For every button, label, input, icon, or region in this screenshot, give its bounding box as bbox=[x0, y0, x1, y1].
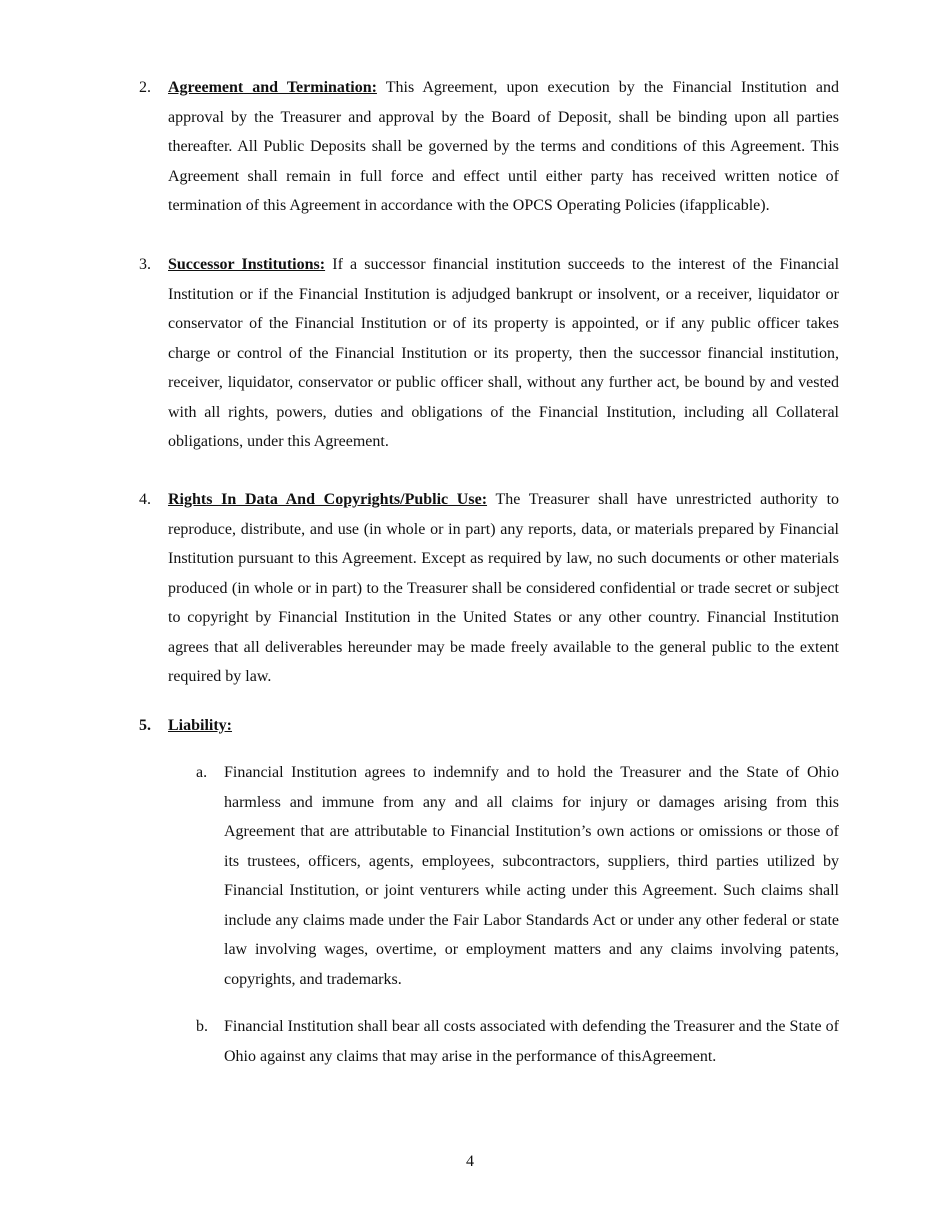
section-agreement-termination bbox=[139, 73, 839, 221]
section-heading: Agreement and Termination: bbox=[168, 79, 377, 96]
section-body bbox=[168, 250, 839, 457]
section-body bbox=[168, 485, 839, 692]
section-number: 5. bbox=[139, 717, 151, 734]
section-heading: Successor Institutions: bbox=[168, 256, 326, 273]
section-text: If a successor financial institution succeeds to the interest of the Financial Institution or if the Financial Institution is adjudged bankrupt or insolvent, or a receiver, liquidator or conservator of the Financial Institution or of its property is appointed, or if any public officer takes charge or control of the Financial Institution or its property, then the successor financial institution, receiver, liquidator, conservator or public officer shall, without any further act, be bound by and vested with all rights, powers, duties and obligations of the Financial Institution, including all Collateral obligations, under this Agreement. bbox=[168, 256, 840, 450]
section-body bbox=[168, 73, 839, 221]
subsection-liability-a bbox=[196, 758, 839, 994]
section-number: 3. bbox=[139, 256, 151, 273]
section-successor-institutions bbox=[139, 250, 839, 457]
section-heading: Rights In Data And Copyrights/Public Use: bbox=[168, 491, 488, 508]
section-heading: Liability: bbox=[168, 717, 233, 734]
subsection-liability-b bbox=[196, 1012, 839, 1071]
section-text: The Treasurer shall have unrestricted authority to reproduce, distribute, and use (in whole or in part) any reports, data, or materials prepared by Financial Institution pursuant to this Agreement. Except as required by law, no such documents or other materials produced (in whole or in part) to the Treasurer shall be considered confidential or trade secret or subject to copyright by Financial Institution in the United States or any other country. Financial Institution agrees that all deliverables hereunder may be made freely available to the general public to the extent required by law. bbox=[168, 491, 840, 685]
section-rights-in-data bbox=[139, 485, 839, 692]
page-number: 4 bbox=[466, 1153, 474, 1170]
subsection-text: Financial Institution agrees to indemnify and to hold the Treasurer and the State of Ohio harmless and immune from any and all claims for injury or damages arising from this Agreement that are attributable to Financial Institution’s own actions or omissions or those of its trustees, officers, agents, employees, subcontractors, suppliers, third parties utilized by Financial Institution, or joint venturers while acting under this Agreement. Such claims shall include any claims made under the Fair Labor Standards Act or under any other federal or state law involving wages, overtime, or employment matters and any claims involving patents, copyrights, and trademarks. bbox=[224, 764, 839, 988]
section-text: This Agreement, upon execution by the Financial Institution and approval by the Treasurer and approval by the Board of Deposit, shall be binding upon all parties thereafter. All Public Deposits shall be governed by the terms and conditions of this Agreement. This Agreement shall remain in full force and effect until either party has received written notice of termination of this Agreement in accordance with the OPCS Operating Policies (ifapplicable). bbox=[168, 79, 840, 214]
section-number: 4. bbox=[139, 491, 151, 508]
subsection-text: Financial Institution shall bear all costs associated with defending the Treasurer and the State of Ohio against any claims that may arise in the performance of thisAgreement. bbox=[224, 1018, 839, 1065]
subsection-letter: b. bbox=[196, 1018, 208, 1035]
section-number: 2. bbox=[139, 79, 151, 96]
section-liability bbox=[139, 711, 839, 741]
subsection-letter: a. bbox=[196, 764, 208, 781]
section-body bbox=[168, 711, 839, 741]
